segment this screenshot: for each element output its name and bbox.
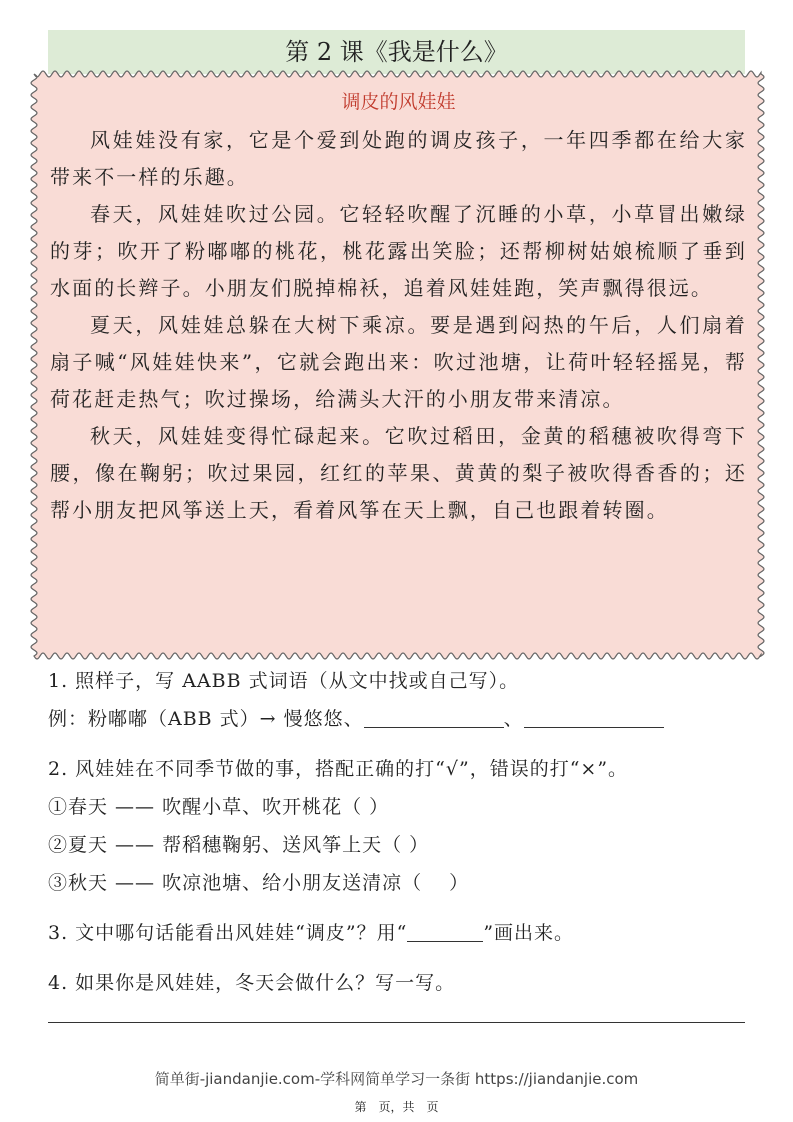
question-3 bbox=[48, 914, 758, 952]
passage-title: 调皮的风娃娃 bbox=[341, 91, 456, 113]
passage-paragraph: 风娃娃没有家，它是个爱到处跑的调皮孩子，一年四季都在给大家带来不一样的乐趣。 bbox=[50, 128, 747, 189]
answer-writing-line[interactable] bbox=[48, 1022, 745, 1023]
question-1-example-text: 例：粉嘟嘟（ABB 式）→ 慢悠悠、 bbox=[48, 708, 364, 730]
question-1-example bbox=[48, 700, 758, 738]
lesson-title-bar bbox=[48, 30, 745, 74]
reading-passage-box bbox=[30, 70, 765, 660]
question-4: 4. 如果你是风娃娃，冬天会做什么？写一写。 bbox=[48, 972, 456, 994]
passage-content bbox=[50, 84, 747, 529]
answer-blank[interactable] bbox=[364, 705, 504, 728]
passage-paragraph: 春天，风娃娃吹过公园。它轻轻吹醒了沉睡的小草，小草冒出嫩绿的芽；吹开了粉嘟嘟的桃花，桃花露出笑脸；还帮柳树姑娘梳顺了垂到水面的长辫子。小朋友们脱掉棉袄，追着风娃娃跑，笑声飘得很远。 bbox=[50, 202, 747, 300]
page-number: 第 页，共 页 bbox=[354, 1100, 439, 1114]
lesson-title: 第 2 课《我是什么》 bbox=[285, 38, 508, 66]
question-2-item[interactable]: ①春天 —— 吹醒小草、吹开桃花（ ） bbox=[48, 796, 390, 818]
questions-section bbox=[48, 662, 758, 1002]
question-2: 2. 风娃娃在不同季节做的事，搭配正确的打“√”，错误的打“×”。 bbox=[48, 758, 629, 780]
question-3-text-before: 3. 文中哪句话能看出风娃娃“调皮”？用“ bbox=[48, 922, 408, 944]
separator: 、 bbox=[503, 708, 524, 730]
question-3-text-after: ”画出来。 bbox=[483, 922, 575, 944]
question-2-item[interactable]: ③秋天 —— 吹凉池塘、给小朋友送清凉（ ） bbox=[48, 872, 470, 894]
footer-source: 简单街-jiandanjie.com-学科网简单学习一条街 https://jiandanjie.com bbox=[154, 1070, 639, 1088]
passage-paragraph: 夏天，风娃娃总躲在大树下乘凉。要是遇到闷热的午后，人们扇着扇子喊“风娃娃快来”，它就会跑出来：吹过池塘，让荷叶轻轻摇晃，帮荷花赶走热气；吹过操场，给满头大汗的小朋友带来清凉。 bbox=[50, 313, 747, 411]
underline-sample bbox=[407, 919, 483, 942]
question-2-item[interactable]: ②夏天 —— 帮稻穗鞠躬、送风筝上天（ ） bbox=[48, 834, 430, 856]
answer-blank[interactable] bbox=[524, 705, 664, 728]
question-1: 1. 照样子，写 AABB 式词语（从文中找或自己写）。 bbox=[48, 670, 520, 692]
passage-paragraph: 秋天，风娃娃变得忙碌起来。它吹过稻田，金黄的稻穗被吹得弯下腰，像在鞠躬；吹过果园，红红的苹果、黄黄的梨子被吹得香香的；还帮小朋友把风筝送上天，看着风筝在天上飘，自己也跟着转圈。 bbox=[50, 424, 747, 522]
